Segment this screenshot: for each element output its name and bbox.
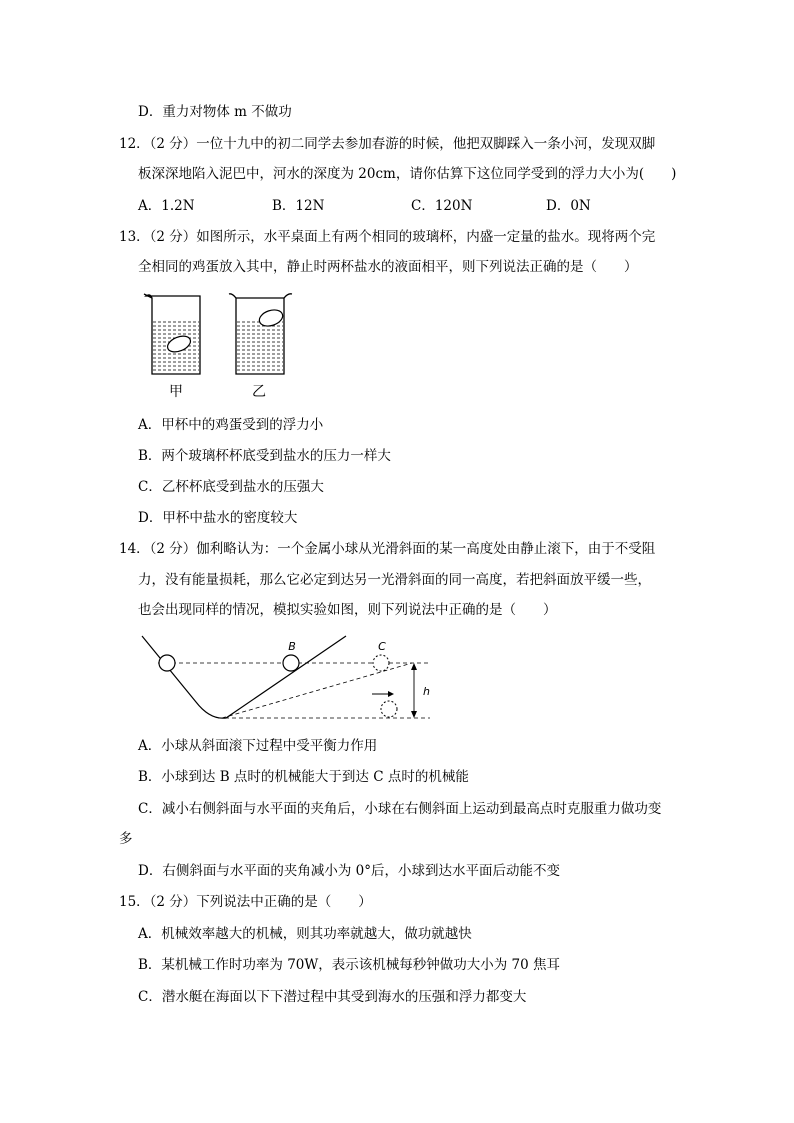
q13-stem-line1: 13．（2 分）如图所示，水平桌面上有两个相同的玻璃杯，内盛一定量的盐水。现将两个完 xyxy=(119,229,656,245)
q14-stem-line3: 也会出现同样的情况，模拟实验如图，则下列说法中正确的是（ ） xyxy=(138,602,557,618)
q12-stem-line2: 板深深地陷入泥巴中，河水的深度为 20cm，请你估算下这位同学受到的浮力大小为( ) xyxy=(138,166,677,182)
egg-jia xyxy=(165,333,192,355)
ball-c xyxy=(373,655,389,671)
q14-option-b: B．小球到达 B 点时的机械能大于到达 C 点时的机械能 xyxy=(138,769,469,785)
q12-option-c: C．120N xyxy=(411,198,473,214)
q12-option-b: B．12N xyxy=(272,198,325,214)
q15-stem: 15．（2 分）下列说法中正确的是（ ） xyxy=(119,894,372,910)
q14-option-c-line1: C．减小右侧斜面与水平面的夹角后，小球在右侧斜面上运动到最高点时克服重力做功变 xyxy=(138,801,662,817)
q13-beaker-figure xyxy=(140,290,310,402)
q13-stem-line2: 全相同的鸡蛋放入其中，静止时两杯盐水的液面相平，则下列说法正确的是（ ） xyxy=(138,259,638,275)
q13-option-b: B．两个玻璃杯杯底受到盐水的压力一样大 xyxy=(138,448,391,464)
q15-option-b: B．某机械工作时功率为 70W，表示该机械每秒钟做功大小为 70 焦耳 xyxy=(138,957,561,973)
q13-option-d: D．甲杯中盐水的密度较大 xyxy=(138,510,298,526)
q14-incline-figure xyxy=(138,632,438,727)
q11-option-d: D．重力对物体 m 不做功 xyxy=(138,104,292,120)
ball-b xyxy=(283,655,299,671)
q14-option-d: D．右侧斜面与水平面的夹角减小为 0°后，小球到达水平面后动能不变 xyxy=(138,863,560,879)
q15-option-a: A．机械效率越大的机械，则其功率就越大，做功就越快 xyxy=(138,926,472,942)
q12-stem-line1: 12．（2 分）一位十九中的初二同学去参加春游的时候，他把双脚踩入一条小河，发现双脚 xyxy=(119,136,656,152)
label-b: B xyxy=(288,640,296,653)
q14-stem-line2: 力，没有能量损耗，那么它必定到达另一光滑斜面的同一高度，若把斜面放平缓一些， xyxy=(138,572,651,588)
q15-option-c: C．潜水艇在海面以下下潜过程中其受到海水的压强和浮力都变大 xyxy=(138,989,527,1005)
ball-bottom xyxy=(381,701,397,717)
q14-option-a: A．小球从斜面滚下过程中受平衡力作用 xyxy=(138,738,378,754)
q13-option-a: A．甲杯中的鸡蛋受到的浮力小 xyxy=(138,417,324,433)
label-c: C xyxy=(378,640,386,653)
ball-start xyxy=(159,655,175,671)
q14-stem-line1: 14．（2 分）伽利略认为：一个金属小球从光滑斜面的某一高度处由静止滚下，由于不受阻 xyxy=(119,541,656,557)
label-jia: 甲 xyxy=(169,384,183,400)
egg-yi xyxy=(257,307,284,329)
label-h: h xyxy=(423,685,430,698)
q12-option-d: D．0N xyxy=(546,198,591,214)
label-yi: 乙 xyxy=(252,384,266,400)
beaker-yi xyxy=(229,294,292,374)
q13-option-c: C．乙杯杯底受到盐水的压强大 xyxy=(138,479,324,495)
q14-option-c-line2: 多 xyxy=(119,831,133,847)
beaker-jia xyxy=(144,294,200,374)
q12-option-a: A．1.2N xyxy=(138,198,195,214)
